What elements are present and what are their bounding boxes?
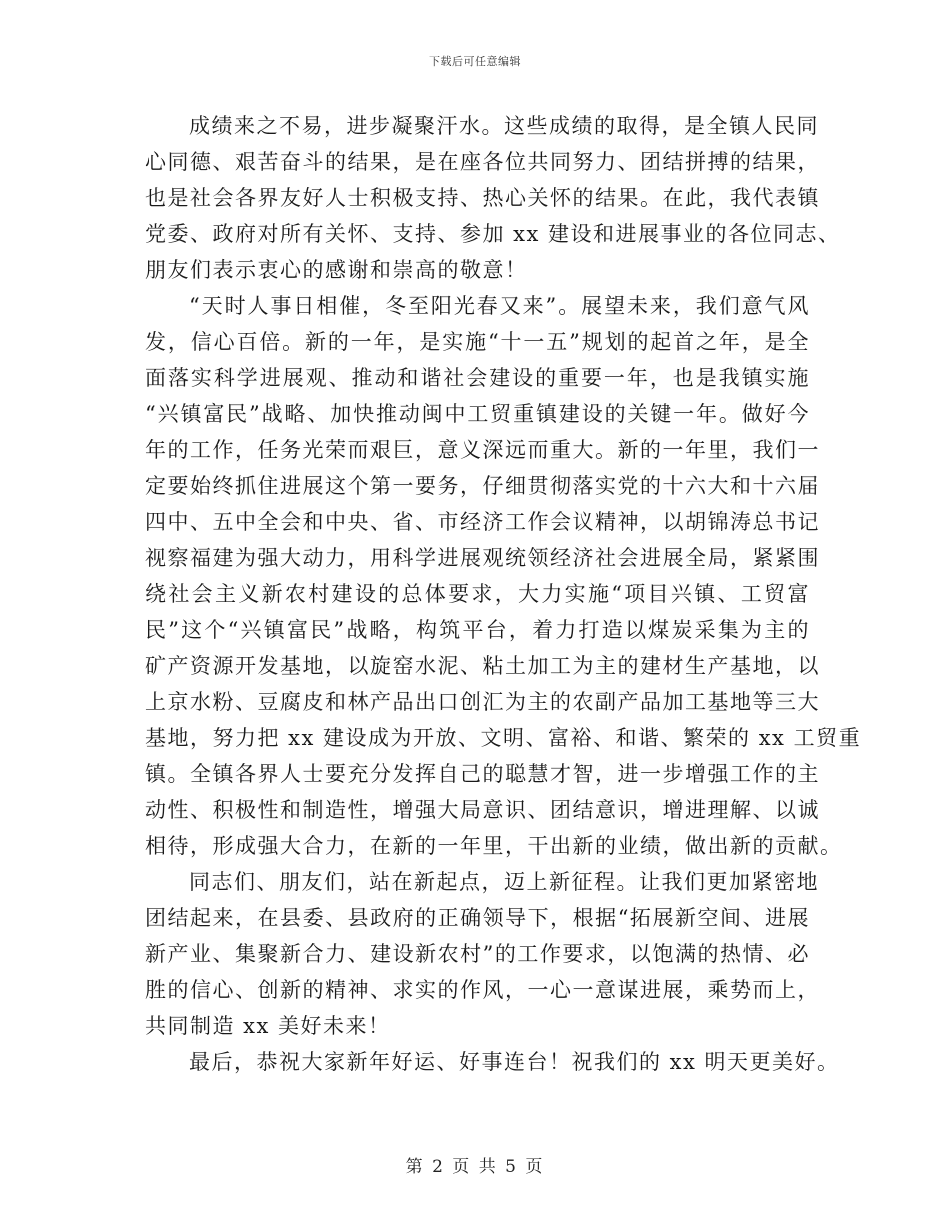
text-line: 团结起来，在县委、县政府的正确领导下，根据“拓展新空间、进展: [145, 906, 810, 930]
text-line: 共同制造 xx 美好未来！: [145, 1014, 391, 1038]
text-line: 面落实科学进展观、推动和谐社会建设的重要一年，也是我镇实施: [145, 366, 810, 390]
document-body: [145, 108, 862, 1080]
text-line: 年的工作，任务光荣而艰巨，意义深远而重大。新的一年里，我们一: [145, 438, 820, 462]
text-line: “兴镇富民”战略、加快推动闽中工贸重镇建设的关键一年。做好今: [145, 402, 810, 426]
text-line: 基地，努力把 xx 建设成为开放、文明、富裕、和谐、繁荣的 xx 工贸重: [145, 726, 862, 750]
page-header: 下载后可任意编辑: [429, 55, 521, 68]
paragraph: [145, 864, 820, 1044]
text-line: 最后，恭祝大家新年好运、好事连台！祝我们的 xx 明天更美好。: [189, 1050, 840, 1074]
text-line: 上京水粉、豆腐皮和林产品出口创汇为主的农副产品加工基地等三大: [145, 690, 820, 714]
text-line: “天时人事日相催，冬至阳光春又来”。展望未来，我们意气风: [189, 294, 810, 318]
text-line: 定要始终抓住进展这个第一要务，仔细贯彻落实党的十六大和十六届: [145, 474, 820, 498]
text-line: 同志们、朋友们，站在新起点，迈上新征程。让我们更加紧密地: [189, 870, 819, 894]
text-line: 民”这个“兴镇富民”战略，构筑平台，着力打造以煤炭采集为主的: [145, 618, 810, 642]
text-line: 成绩来之不易，进步凝聚汗水。这些成绩的取得，是全镇人民同: [189, 114, 819, 138]
text-line: 四中、五中全会和中央、省、市经济工作会议精神，以胡锦涛总书记: [145, 510, 820, 534]
text-line: 绕社会主义新农村建设的总体要求，大力实施“项目兴镇、工贸富: [145, 582, 810, 606]
paragraph: [145, 1044, 840, 1080]
text-line: 胜的信心、创新的精神、求实的作风，一心一意谋进展，乘势而上，: [145, 978, 820, 1002]
text-line: 发，信心百倍。新的一年，是实施“十一五”规划的起首之年，是全: [145, 330, 810, 354]
text-line: 相待，形成强大合力，在新的一年里，干出新的业绩，做出新的贡献。: [145, 834, 843, 858]
text-line: 新产业、集聚新合力、建设新农村”的工作要求，以饱满的热情、必: [145, 942, 810, 966]
text-line: 党委、政府对所有关怀、支持、参加 xx 建设和进展事业的各位同志、: [145, 222, 841, 246]
text-line: 镇。全镇各界人士要充分发挥自己的聪慧才智，进一步增强工作的主: [145, 762, 820, 786]
text-line: 视察福建为强大动力，用科学进展观统领经济社会进展全局，紧紧围: [145, 546, 820, 570]
paragraph: [145, 108, 841, 288]
paragraph: [145, 288, 862, 864]
text-line: 朋友们表示衷心的感谢和崇高的敬意！: [145, 258, 528, 282]
text-line: 也是社会各界友好人士积极支持、热心关怀的结果。在此，我代表镇: [145, 186, 820, 210]
text-line: 心同德、艰苦奋斗的结果，是在座各位共同努力、团结拼搏的结果，: [145, 150, 820, 174]
text-line: 动性、积极性和制造性，增强大局意识、团结意识，增进理解、以诚: [145, 798, 820, 822]
page-number: 第 2 页 共 5 页: [405, 1157, 545, 1177]
text-line: 矿产资源开发基地，以旋窑水泥、粘土加工为主的建材生产基地，以: [145, 654, 820, 678]
